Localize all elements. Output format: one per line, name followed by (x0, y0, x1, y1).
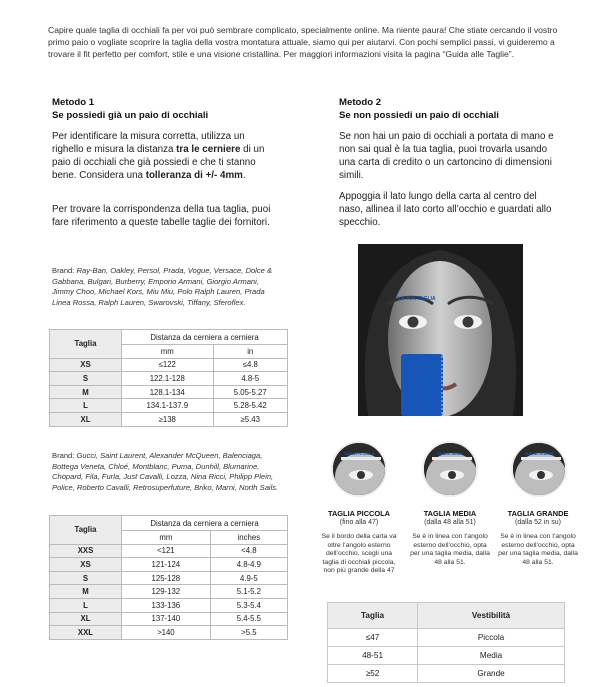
cell-size: ≤47 (328, 629, 418, 647)
table-row (50, 358, 288, 372)
method1-emphasis-hinges: tra le cerniere (176, 144, 241, 155)
cell-mm: 137-140 (122, 612, 211, 626)
cell-size: S (50, 372, 122, 386)
cell-in: 4.9-5 (210, 571, 287, 585)
cell-in: 4.8-5 (213, 372, 288, 386)
cell-in: 5.1-5.2 (210, 585, 287, 599)
cell-in: 5.05-5.27 (213, 385, 288, 399)
cell-in: ≥5.43 (213, 412, 288, 426)
size-title-medium: TAGLIA MEDIA (423, 509, 477, 518)
eye-thumbnail-large (511, 441, 567, 497)
intro-paragraph: Capire quale taglia di occhiali fa per voi può sembrare complicato, specialmente online. Ma niente paura! Che stiate cercando il vostro primo paio o vogliate scoprire la taglia della vostra montatura attuale, siamo qui per aiutarvi. Con pochi semplici passi, vi guideremo a trovare il fit perfetto per comfort, stile e una visione cristallina. Per maggiori informazioni visita la pagina “Guida alle Taglie”. (48, 25, 558, 60)
cell-size: ≥52 (328, 665, 418, 683)
size-caption-medium (410, 503, 490, 567)
cell-in: 5.4-5.5 (210, 612, 287, 626)
cell-fit: Piccola (418, 629, 565, 647)
method2-title: Se non possiedi un paio di occhiali (339, 110, 499, 121)
cell-mm: ≥138 (122, 412, 214, 426)
header-in: in (213, 345, 288, 359)
cell-size: L (50, 598, 122, 612)
size-sub-medium: (dalla 48 alla 51) (424, 519, 476, 526)
size-title-small: TAGLIA PICCOLA (328, 509, 390, 518)
size-desc-medium: Se è in linea con l’angolo esterno dell’occhio, opta per una taglia media, dalla 48 alla 51. (410, 533, 490, 566)
badge-small: TAGLIA PICCOLA (343, 452, 375, 456)
brands-list-1 (52, 266, 282, 308)
photo-label: LA TUA TAGLIA (398, 296, 436, 302)
cell-mm: 125-128 (122, 571, 211, 585)
table-row (328, 665, 565, 683)
size-caption-small (317, 503, 401, 576)
cell-mm: <121 (122, 544, 211, 558)
cell-size: XXL (50, 626, 122, 640)
cell-fit: Media (418, 647, 565, 665)
cell-size: XL (50, 412, 122, 426)
method1-emphasis-tolerance: tolleranza di +/- 4mm (145, 170, 243, 181)
size-title-large: TAGLIA GRANDE (507, 509, 569, 518)
header-taglia: Taglia (50, 516, 122, 545)
table-row (50, 626, 288, 640)
cell-size: M (50, 385, 122, 399)
method1-label: Metodo 1 (52, 97, 95, 108)
method1-paragraph-1 (52, 130, 274, 182)
cell-in: ≤4.8 (213, 358, 288, 372)
method1-text: . (242, 170, 246, 181)
header-mm: mm (122, 345, 214, 359)
cell-mm: 121-124 (122, 558, 211, 572)
eye-thumbnail-medium (422, 441, 478, 497)
cell-mm: 128.1-134 (122, 385, 214, 399)
table-row (50, 558, 288, 572)
table-row (50, 399, 288, 413)
table-row (50, 571, 288, 585)
size-option-small (326, 441, 392, 497)
cell-size: XS (50, 558, 122, 572)
table-row (50, 385, 288, 399)
method1-text: Per identificare la misura corretta, utilizza un righello e misura la distanza (52, 131, 245, 155)
badge-large: TAGLIA GRANDE (524, 452, 554, 456)
header-distance: Distanza da cerniera a cerniera (122, 516, 288, 531)
method1-text: di un paio di occhiali che già possiedi e che ti stanno bene. Considera una (52, 144, 265, 181)
header-mm: mm (122, 531, 211, 545)
method1-heading (52, 96, 312, 122)
size-option-medium (417, 441, 483, 497)
size-option-large (506, 441, 572, 497)
table-row (50, 372, 288, 386)
cell-mm: 134.1-137.9 (122, 399, 214, 413)
table-row (50, 544, 288, 558)
table-row (328, 629, 565, 647)
size-table-2 (49, 515, 288, 640)
cell-mm: ≤122 (122, 358, 214, 372)
cell-mm: 122.1-128 (122, 372, 214, 386)
cell-size: XXS (50, 544, 122, 558)
method1-title: Se possiedi già un paio di occhiali (52, 110, 209, 121)
table-row (50, 412, 288, 426)
cell-in: <4.8 (210, 544, 287, 558)
size-desc-small: Se il bordo della carta va oltre l’angolo esterno dell’occhio, scegli una taglia di occhiali piccola, non più grande della 47 (321, 533, 397, 575)
cell-in: 5.28-5.42 (213, 399, 288, 413)
fit-table (327, 602, 565, 683)
cell-size: 48-51 (328, 647, 418, 665)
table-row (328, 647, 565, 665)
header-distance: Distanza da cerniera a cerniera (122, 330, 288, 345)
method2-heading (339, 96, 579, 122)
cell-in: 5.3-5.4 (210, 598, 287, 612)
method1-paragraph-2: Per trovare la corrispondenza della tua taglia, puoi fare riferimento a queste tabelle taglie dei fornitori. (52, 204, 271, 228)
credit-card-shape (401, 354, 443, 416)
method2-paragraph-1: Se non hai un paio di occhiali a portata di mano e non sai qual è la tua taglia, puoi trovarla usando una carta di credito o un cartoncino di dimensioni simili. (339, 131, 554, 181)
brands-list-2 (52, 451, 284, 493)
cell-mm: >140 (122, 626, 211, 640)
cell-size: XL (50, 612, 122, 626)
method2-label: Metodo 2 (339, 97, 382, 108)
table-row (50, 598, 288, 612)
cell-mm: 129-132 (122, 585, 211, 599)
brands-label: Brand: (52, 451, 77, 460)
size-sub-large: (dalla 52 in su) (515, 519, 561, 526)
size-caption-large (497, 503, 579, 567)
cell-in: 4.8-4.9 (210, 558, 287, 572)
size-desc-large: Se è in linea con l’angolo esterno dell’occhio, opta per una taglia media, dalla 48 alla 51. (498, 533, 578, 566)
fit-header-taglia: Taglia (328, 603, 418, 629)
face-card-photo (358, 244, 523, 416)
brands-names: Gucci, Saint Laurent, Alexander McQueen, Balenciaga, Bottega Veneta, Chloé, Montblanc, Puma, Dunhill, Blumarine, Chopard, Fila, Furla, Just Cavalli, Lozza, Nina Ricci, Philipp Plein, Police, Roberto Cavalli, Retrosuperfuture, Briko, Marni, North Sails. (52, 451, 279, 492)
cell-fit: Grande (418, 665, 565, 683)
cell-size: S (50, 571, 122, 585)
cell-in: >5.5 (210, 626, 287, 640)
badge-medium: TAGLIA MEDIA (437, 452, 463, 456)
cell-mm: 133-136 (122, 598, 211, 612)
header-taglia: Taglia (50, 330, 122, 359)
brands-names: Ray-Ban, Oakley, Persol, Prada, Vogue, Versace, Dolce & Gabbana, Bulgari, Burberry, Emporio Armani, Giorgio Armani, Jimmy Choo, Michael Kors, Miu Miu, Polo Ralph Lauren, Prada Linea Rossa, Ralph Lauren, Swarovski, Tiffany, Sferoflex. (52, 266, 273, 307)
cell-size: M (50, 585, 122, 599)
fit-header-vestibilita: Vestibilità (418, 603, 565, 629)
method2-paragraph-2: Appoggia il lato lungo della carta al centro del naso, allinea il lato corto all’occhio e guardati allo specchio. (339, 191, 552, 228)
face-illustration (358, 244, 523, 416)
eye-thumbnail-small (331, 441, 387, 497)
cell-size: XS (50, 358, 122, 372)
size-sub-small: (fino alla 47) (339, 519, 379, 526)
header-inches: inches (210, 531, 287, 545)
brands-label: Brand: (52, 266, 77, 275)
cell-size: L (50, 399, 122, 413)
table-row (50, 585, 288, 599)
size-table-1 (49, 329, 288, 427)
table-row (50, 612, 288, 626)
